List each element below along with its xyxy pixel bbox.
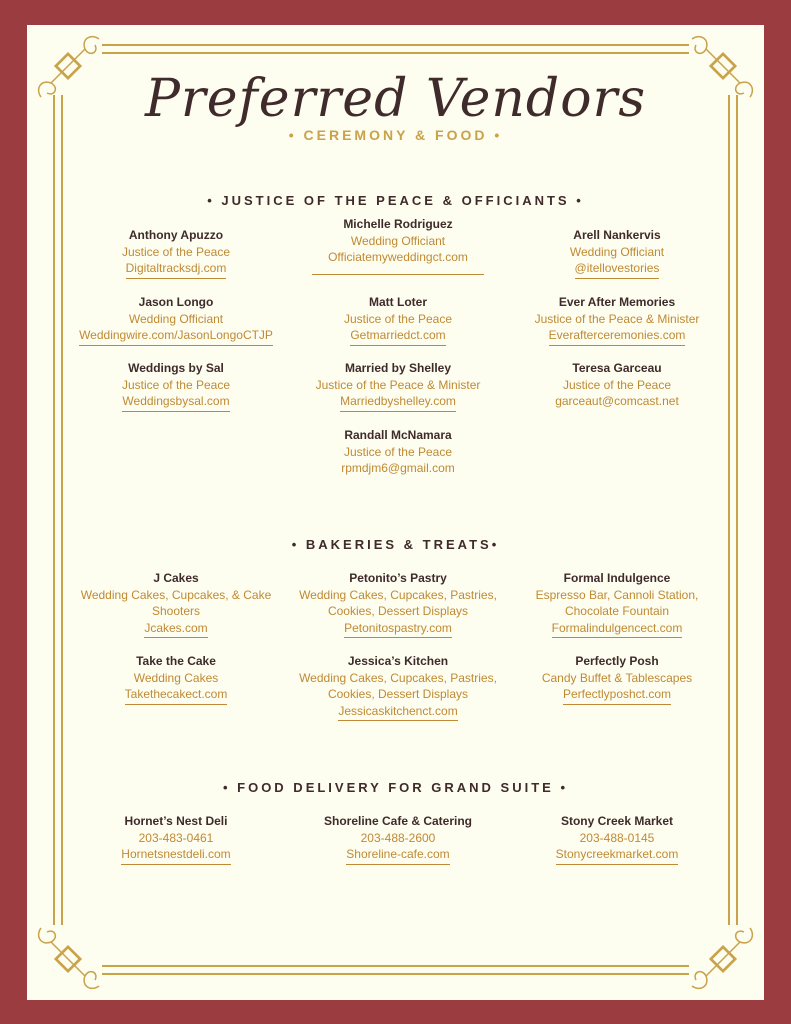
vendor-description: Wedding Cakes, Cupcakes, Pastries, Cookies, Dessert Displays xyxy=(299,670,497,701)
vendor-link[interactable]: Takethecakect.com xyxy=(125,686,228,705)
vendor-link[interactable]: @itellovestories xyxy=(575,260,660,279)
vendor-description: Wedding Cakes, Cupcakes, Pastries, Cookies, Dessert Displays xyxy=(299,587,497,618)
vendor-link[interactable]: Digitaltracksdj.com xyxy=(126,260,227,279)
vendor-name: Arell Nankervis xyxy=(573,228,661,242)
vendor-link[interactable]: Petonitospastry.com xyxy=(344,620,452,639)
vendor-name: J Cakes xyxy=(153,571,199,585)
vendor-link[interactable]: Weddingwire.com/JasonLongoCTJP xyxy=(79,327,273,346)
vendor-name: Formal Indulgence xyxy=(563,571,671,585)
frame-top-line-1 xyxy=(102,44,689,46)
vendor-description: Wedding Officiant xyxy=(350,233,446,248)
vendor-card xyxy=(71,653,281,705)
vendor-name: Married by Shelley xyxy=(344,361,452,375)
vendor-card xyxy=(71,294,281,346)
vendor-card xyxy=(71,360,281,412)
vendor-description: Wedding Cakes, Cupcakes, & Cake Shooters xyxy=(80,587,272,618)
vendor-name: Matt Loter xyxy=(369,295,427,309)
vendor-name: Teresa Garceau xyxy=(572,361,662,375)
vendor-link[interactable]: Stonycreekmarket.com xyxy=(556,846,679,865)
vendor-link[interactable]: Everafterceremonies.com xyxy=(549,327,686,346)
vendor-name: Take the Cake xyxy=(136,654,216,668)
vendor-description: Justice of the Peace & Minister xyxy=(315,377,481,392)
vendor-description: Candy Buffet & Tablescapes xyxy=(541,670,693,685)
vendor-phone: 203-488-0145 xyxy=(579,830,655,845)
vendor-card xyxy=(512,653,722,705)
section-title-delivery: • FOOD DELIVERY FOR GRAND SUITE • xyxy=(222,780,568,795)
vendor-link[interactable]: Marriedbyshelley.com xyxy=(340,393,456,412)
vendor-card xyxy=(512,227,722,279)
vendor-description: Justice of the Peace xyxy=(121,377,231,392)
vendor-name: Jessica’s Kitchen xyxy=(347,654,449,668)
vendor-description: Espresso Bar, Cannoli Station, Chocolate Fountain xyxy=(535,587,699,618)
section-title-bakeries: • BAKERIES & TREATS• xyxy=(291,537,500,552)
vendor-name: Perfectly Posh xyxy=(575,654,659,668)
vendor-card xyxy=(512,813,722,865)
vendor-card xyxy=(512,294,722,346)
vendor-name: Stony Creek Market xyxy=(560,814,674,828)
vendor-name: Ever After Memories xyxy=(558,295,676,309)
vendor-description: Wedding Cakes xyxy=(133,670,219,685)
flyer-page xyxy=(27,25,764,1000)
frame-bottom-line-1 xyxy=(102,965,689,967)
vendor-description: Justice of the Peace xyxy=(562,377,672,392)
vendor-link[interactable]: Formalindulgencect.com xyxy=(552,620,683,639)
vendor-card xyxy=(293,360,503,412)
vendor-card xyxy=(293,427,503,477)
vendor-name: Anthony Apuzzo xyxy=(128,228,224,242)
vendor-card xyxy=(293,813,503,865)
vendor-description: Justice of the Peace & Minister xyxy=(534,311,700,326)
section-title-officiants: • JUSTICE OF THE PEACE & OFFICIANTS • xyxy=(207,193,584,208)
vendor-link[interactable]: Hornetsnestdeli.com xyxy=(121,846,230,865)
vendor-link[interactable]: Jessicaskitchenct.com xyxy=(338,703,457,722)
frame-left-line-1 xyxy=(53,95,55,925)
vendor-card xyxy=(293,216,503,275)
vendor-name: Michelle Rodriguez xyxy=(343,217,453,231)
frame-left-line-2 xyxy=(61,95,63,925)
vendor-card xyxy=(512,360,722,410)
vendor-description: Justice of the Peace xyxy=(121,244,231,259)
vendor-name: Weddings by Sal xyxy=(128,361,224,375)
frame-right-line-2 xyxy=(736,95,738,925)
corner-ornament-icon xyxy=(688,924,758,994)
vendor-description: Justice of the Peace xyxy=(343,311,453,326)
vendor-description: Wedding Officiant xyxy=(128,311,224,326)
vendor-email[interactable]: garceaut@comcast.net xyxy=(555,394,679,408)
vendor-name: Randall McNamara xyxy=(344,428,452,442)
page-title: Preferred Vendors xyxy=(144,69,647,129)
vendor-card xyxy=(293,653,503,721)
vendor-name: Hornet’s Nest Deli xyxy=(124,814,228,828)
vendor-phone: 203-483-0461 xyxy=(138,830,214,845)
vendor-card xyxy=(293,570,503,638)
vendor-name: Jason Longo xyxy=(138,295,214,309)
frame-right-line-1 xyxy=(728,95,730,925)
page-subtitle: • CEREMONY & FOOD • xyxy=(288,127,503,143)
vendor-card xyxy=(71,813,281,865)
vendor-link[interactable]: Officiatemyweddingct.com xyxy=(312,249,484,275)
vendor-email[interactable]: rpmdjm6@gmail.com xyxy=(341,461,455,475)
vendor-link[interactable]: Getmarriedct.com xyxy=(350,327,445,346)
vendor-description: Justice of the Peace xyxy=(343,444,453,459)
vendor-name: Petonito’s Pastry xyxy=(349,571,447,585)
vendor-card xyxy=(293,294,503,346)
vendor-link[interactable]: Jcakes.com xyxy=(144,620,207,639)
vendor-description: Wedding Officiant xyxy=(569,244,665,259)
vendor-name: Shoreline Cafe & Catering xyxy=(323,814,473,828)
vendor-link[interactable]: Weddingsbysal.com xyxy=(122,393,229,412)
frame-top-line-2 xyxy=(102,52,689,54)
corner-ornament-icon xyxy=(33,924,103,994)
vendor-card xyxy=(71,227,281,279)
vendor-phone: 203-488-2600 xyxy=(360,830,436,845)
vendor-link[interactable]: Shoreline-cafe.com xyxy=(346,846,449,865)
vendor-card xyxy=(512,570,722,638)
frame-bottom-line-2 xyxy=(102,973,689,975)
vendor-card xyxy=(71,570,281,638)
vendor-link[interactable]: Perfectlyposhct.com xyxy=(563,686,671,705)
